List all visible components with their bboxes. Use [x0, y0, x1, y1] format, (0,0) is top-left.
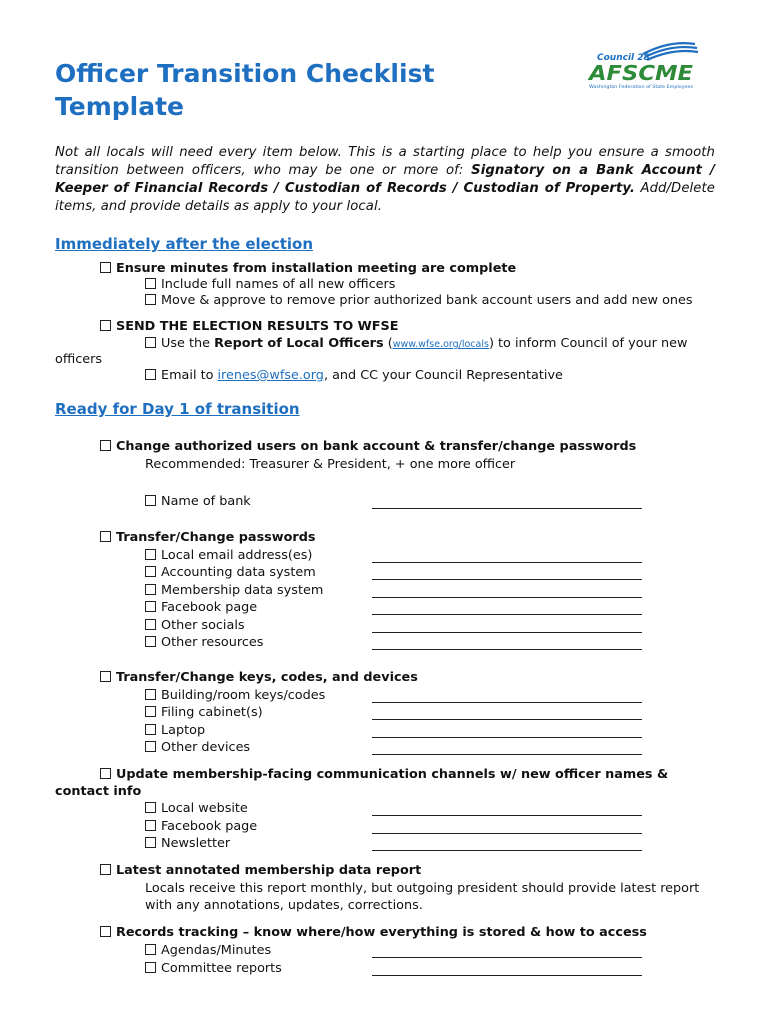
checklist-subitem — [145, 292, 693, 309]
wfse-locals-link[interactable]: www.wfse.org/locals — [392, 339, 489, 350]
afscme-logo — [585, 38, 700, 94]
checkbox[interactable] — [145, 369, 156, 380]
intro-text: Not all locals will need every item below. This is a starting place to help you ensure a smooth transition between officers, who may be one or more of: — [55, 145, 715, 178]
checkbox[interactable] — [145, 837, 156, 848]
checkbox[interactable] — [145, 601, 156, 612]
item-label: Update membership-facing communication channels w/ new officer names & — [116, 767, 669, 782]
item-note: Locals receive this report monthly, but outgoing president should provide latest report — [145, 881, 700, 896]
checklist-subitem — [145, 722, 205, 739]
item-label: Transfer/Change keys, codes, and devices — [116, 670, 418, 685]
checklist-subitem — [145, 367, 563, 384]
fill-in-line[interactable] — [372, 508, 642, 509]
page-title: Officer Transition Checklist Template — [55, 59, 435, 121]
item-label: Transfer/Change passwords — [116, 530, 316, 545]
checklist-item — [100, 318, 398, 335]
section-heading-day1: Ready for Day 1 of transition — [55, 400, 300, 418]
logo-brand: AFSCME — [586, 61, 694, 85]
checkbox[interactable] — [100, 926, 111, 937]
checklist-item — [100, 260, 516, 277]
checklist-subitem — [145, 634, 263, 651]
fill-in-line[interactable] — [372, 579, 642, 580]
checklist-subitem — [145, 493, 251, 510]
checkbox[interactable] — [145, 619, 156, 630]
checkbox[interactable] — [100, 531, 111, 542]
checklist-subitem — [145, 335, 687, 353]
checkbox[interactable] — [100, 320, 111, 331]
checklist-subitem — [145, 960, 282, 977]
checklist-subitem — [145, 582, 323, 599]
item-label: Ensure minutes from installation meeting are complete — [116, 261, 517, 276]
checklist-subitem — [145, 835, 230, 852]
checkbox[interactable] — [145, 566, 156, 577]
checkbox[interactable] — [100, 864, 111, 875]
item-label: Facebook page — [161, 600, 258, 616]
fill-in-line[interactable] — [372, 649, 642, 650]
item-label: Facebook page — [161, 818, 258, 834]
checklist-item — [100, 924, 647, 941]
checkbox[interactable] — [100, 440, 111, 451]
fill-in-line[interactable] — [372, 597, 642, 598]
checklist-subitem — [145, 942, 271, 959]
fill-in-line[interactable] — [372, 975, 642, 976]
item-note: Recommended: Treasurer & President, + one more officer — [145, 457, 516, 472]
checkbox[interactable] — [145, 689, 156, 700]
checkbox[interactable] — [145, 820, 156, 831]
item-label: Filing cabinet(s) — [161, 705, 263, 721]
checklist-item — [100, 669, 418, 686]
checkbox[interactable] — [100, 671, 111, 682]
fill-in-line[interactable] — [372, 815, 642, 816]
checklist-subitem — [145, 739, 250, 756]
paren-close: ) — [488, 336, 494, 351]
checklist-subitem — [145, 617, 245, 634]
item-label: Other resources — [161, 635, 264, 650]
checklist-subitem — [145, 276, 395, 293]
item-label: Agendas/Minutes — [161, 943, 272, 958]
checklist-subitem — [145, 704, 263, 721]
checkbox[interactable] — [145, 944, 156, 955]
checkbox[interactable] — [145, 337, 156, 348]
item-label: Other devices — [161, 739, 251, 755]
report-name: Report of Local Officers — [214, 336, 384, 351]
checkbox[interactable] — [145, 549, 156, 560]
checkbox[interactable] — [145, 962, 156, 973]
fill-in-line[interactable] — [372, 702, 642, 703]
email-link[interactable]: irenes@wfse.org — [217, 368, 324, 383]
item-label: Other socials — [161, 617, 245, 633]
item-note: with any annotations, updates, corrections. — [145, 898, 423, 913]
item-label: SEND THE ELECTION RESULTS TO WFSE — [116, 319, 399, 334]
checklist-item — [100, 529, 316, 546]
logo-council: Council 28 — [597, 53, 650, 63]
item-label-post: to inform Council of your new — [498, 336, 688, 351]
checklist-subitem — [145, 564, 316, 581]
item-label: Latest annotated membership data report — [116, 863, 422, 878]
checkbox[interactable] — [145, 741, 156, 752]
item-label: Local email address(es) — [161, 548, 313, 563]
paren-open: ( — [387, 336, 393, 351]
item-label: Name of bank — [161, 494, 251, 509]
checklist-subitem — [145, 818, 257, 835]
item-label: Laptop — [161, 722, 206, 738]
item-label: Move & approve to remove prior authorized bank account users and add new ones — [161, 293, 693, 308]
checkbox[interactable] — [145, 294, 156, 305]
intro-paragraph — [55, 144, 715, 216]
item-label: Change authorized users on bank account & transfer/change passwords — [116, 439, 637, 454]
item-label: Building/room keys/codes — [161, 688, 326, 703]
logo-tagline: Washington Federation of State Employees — [589, 84, 693, 89]
checklist-item — [100, 766, 668, 783]
item-label: Include full names of all new officers — [161, 277, 396, 292]
item-label: Newsletter — [161, 836, 231, 851]
checkbox[interactable] — [145, 278, 156, 289]
checkbox[interactable] — [145, 802, 156, 813]
fill-in-line[interactable] — [372, 562, 642, 563]
wrapped-text: officers — [55, 352, 103, 367]
checkbox[interactable] — [100, 262, 111, 273]
checkbox[interactable] — [145, 724, 156, 735]
section-heading-immediately: Immediately after the election — [55, 235, 314, 253]
checkbox[interactable] — [145, 706, 156, 717]
item-label-pre: Email to — [161, 368, 214, 383]
item-label: Local website — [161, 801, 248, 816]
checklist-subitem — [145, 687, 325, 704]
item-label-pre: Use the — [161, 336, 210, 351]
fill-in-line[interactable] — [372, 614, 642, 615]
fill-in-line[interactable] — [372, 719, 642, 720]
fill-in-line[interactable] — [372, 754, 642, 755]
wrapped-text: contact info — [55, 784, 142, 799]
checklist-subitem — [145, 800, 248, 817]
fill-in-line[interactable] — [372, 957, 642, 958]
checkbox[interactable] — [145, 584, 156, 595]
checkbox[interactable] — [100, 768, 111, 779]
checkbox[interactable] — [145, 636, 156, 647]
item-label: Records tracking – know where/how everything is stored & how to access — [116, 925, 647, 940]
checklist-subitem — [145, 547, 312, 564]
checklist-item — [100, 438, 636, 455]
fill-in-line[interactable] — [372, 833, 642, 834]
fill-in-line[interactable] — [372, 632, 642, 633]
item-label: Accounting data system — [161, 565, 316, 581]
item-label-post: , and CC your Council Representative — [323, 368, 563, 383]
checklist-subitem — [145, 599, 257, 616]
checklist-item — [100, 862, 421, 879]
intro-bold-text: Signatory on a Bank Account / Keeper of Financial Records / Custodian of Records / Custodian of Property. — [55, 163, 715, 196]
item-label: Committee reports — [161, 960, 282, 976]
item-label: Membership data system — [161, 582, 324, 598]
fill-in-line[interactable] — [372, 737, 642, 738]
fill-in-line[interactable] — [372, 850, 642, 851]
intro-text-end: Add/Delete items, and provide details as apply to your local. — [55, 181, 715, 214]
checkbox[interactable] — [145, 495, 156, 506]
